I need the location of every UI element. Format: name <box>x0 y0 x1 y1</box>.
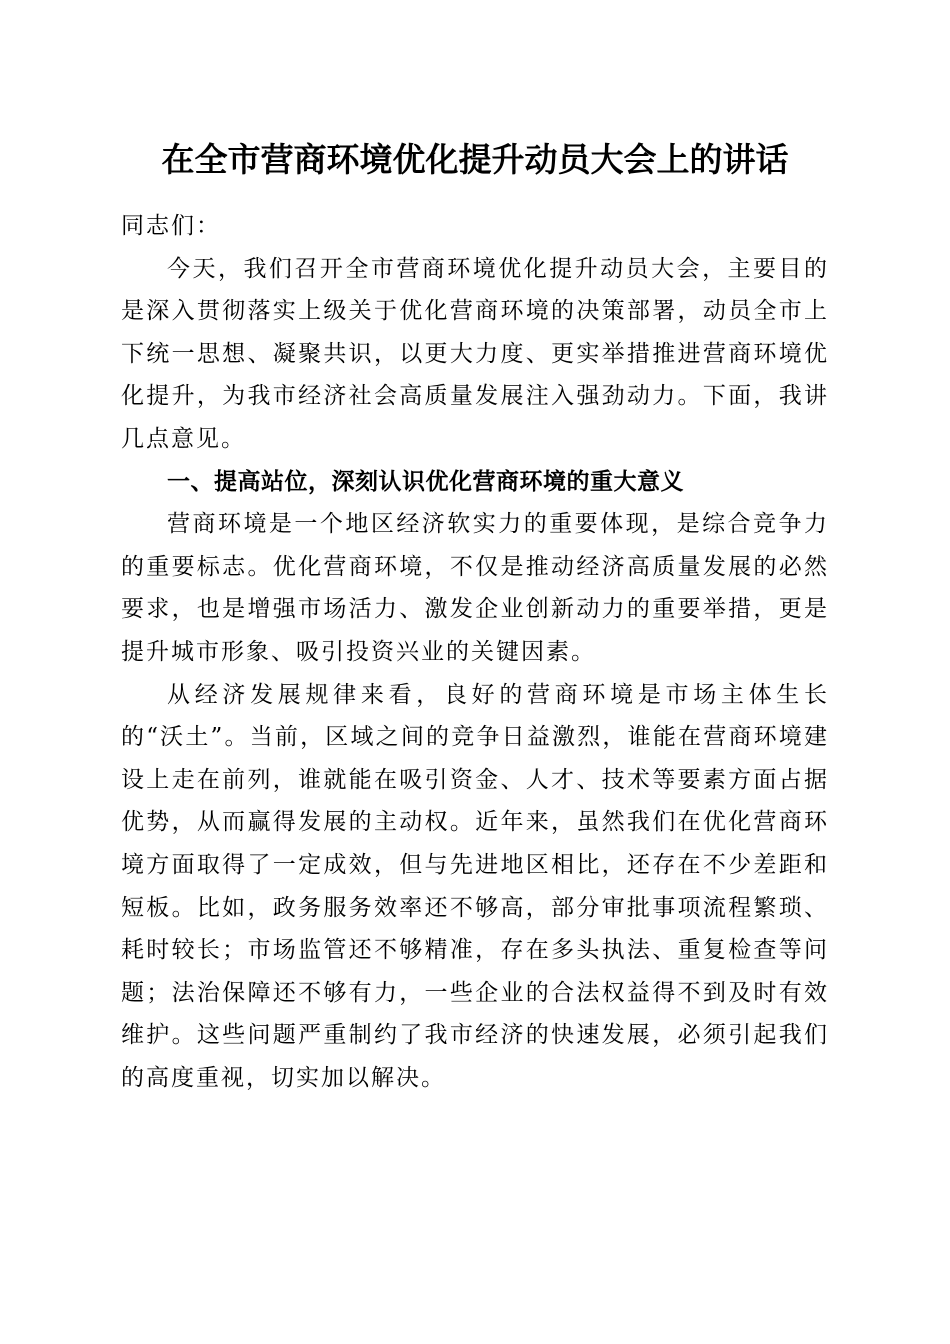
document-body <box>121 205 829 1099</box>
body-paragraph: 营商环境是一个地区经济软实力的重要体现，是综合竞争力的重要标志。优化营商环境，不仅是推动经济高质量发展的必然要求，也是增强市场活力、激发企业创新动力的重要举措，更是提升城市形象、吸引投资兴业的关键因素。 <box>121 511 829 665</box>
section-heading: 一、提高站位，深刻认识优化营商环境的重大意义 <box>167 468 684 495</box>
document-title: 在全市营商环境优化提升动员大会上的讲话 <box>161 140 789 179</box>
body-paragraph: 从经济发展规律来看，良好的营商环境是市场主体生长的“沃土”。当前，区域之间的竞争日益激烈，谁能在营商环境建设上走在前列，谁就能在吸引资金、人才、技术等要素方面占据优势，从而赢得发展的主动权。近年来，虽然我们在优化营商环境方面取得了一定成效，但与先进地区相比，还存在不少差距和短板。比如，政务服务效率还不够高，部分审批事项流程繁琐、耗时较长；市场监管还不够精准，存在多头执法、重复检查等问题；法治保障还不够有力，一些企业的合法权益得不到及时有效维护。这些问题严重制约了我市经济的快速发展，必须引起我们的高度重视，切实加以解决。 <box>121 681 829 1091</box>
salutation: 同志们： <box>121 213 221 239</box>
intro-paragraph: 今天，我们召开全市营商环境优化提升动员大会，主要目的是深入贯彻落实上级关于优化营商环境的决策部署，动员全市上下统一思想、凝聚共识，以更大力度、更实举措推进营商环境优化提升，为我市经济社会高质量发展注入强劲动力。下面，我讲几点意见。 <box>121 255 829 452</box>
